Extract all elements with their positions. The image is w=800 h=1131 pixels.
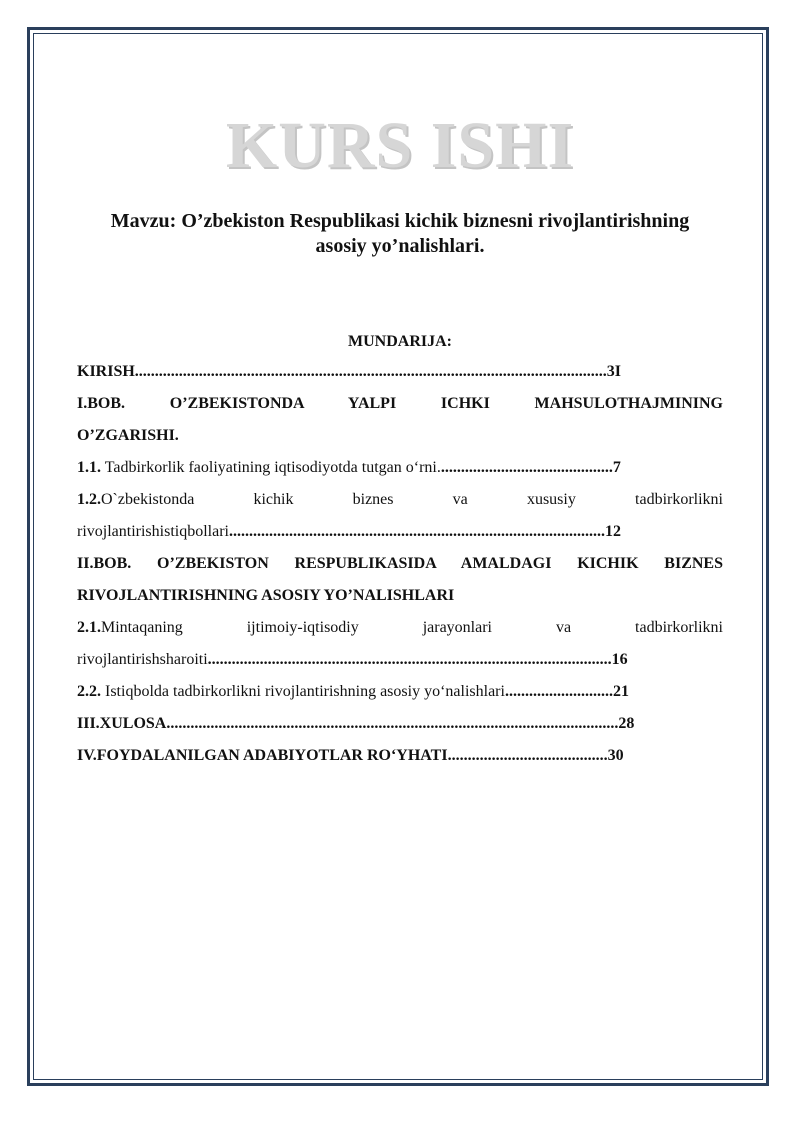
subject-line-1: Mavzu: O’zbekiston Respublikasi kichik biznesni rivojlantirishning xyxy=(110,210,690,232)
toc-entry-2-1 xyxy=(77,612,723,644)
toc-entry-chapter-2-cont: RIVOJLANTIRISHNING ASOSIY YO’NALISHLARI xyxy=(77,587,455,604)
toc-section-number: 1.1. xyxy=(77,459,101,476)
toc-page-number: 21 xyxy=(612,683,629,700)
toc-heading: MUNDARIJA: xyxy=(348,333,452,350)
toc-page-number: 16 xyxy=(611,651,628,668)
toc-entry-chapter-1: I.BOB. O’ZBEKISTONDA YALPI ICHKI MAHSULOTHAJMINING xyxy=(77,395,723,412)
toc-leader-dots: ...................................................................................................................... xyxy=(134,363,607,380)
toc-entry-2-1-cont xyxy=(77,644,723,676)
toc-entry-1-2-cont xyxy=(77,516,723,548)
toc-entry-label: III.XULOSA xyxy=(77,715,167,732)
subject-heading xyxy=(80,209,720,259)
toc-page-number: 7 xyxy=(612,459,621,476)
toc-leader-dots: ..................................................................................................... xyxy=(207,651,612,668)
toc-page-number: 12 xyxy=(604,523,621,540)
toc-leader-dots: ........................................ xyxy=(447,747,608,764)
toc-entry-label: rivojlantirishistiqbollari xyxy=(77,523,229,540)
toc-entry-label: Mintaqaning ijtimoiy-iqtisodiy jarayonlari va tadbirkorlikni xyxy=(101,619,723,636)
toc-page-number: 3I xyxy=(606,363,622,380)
toc-entry-1-1 xyxy=(77,452,723,484)
toc-entry-label: KIRISH xyxy=(77,363,135,380)
toc-leader-dots: ................................................................................................................. xyxy=(166,715,619,732)
toc-entry-label: IV.FOYDALANILGAN ADABIYOTLAR RO‘YHATI xyxy=(77,747,448,764)
toc-page-number: 30 xyxy=(607,747,624,764)
table-of-contents xyxy=(77,328,723,772)
toc-entry-2-2 xyxy=(77,676,723,708)
toc-entry-references xyxy=(77,740,723,772)
toc-entry-conclusion xyxy=(77,708,723,740)
toc-entry-chapter-1-cont: O’ZGARISHI. xyxy=(77,427,179,444)
toc-entry-label: O`zbekistonda kichik biznes va xususiy tadbirkorlikni xyxy=(101,491,723,508)
toc-leader-dots: ........................................... xyxy=(440,459,613,476)
toc-section-number: 2.2. xyxy=(77,683,101,700)
toc-leader-dots: ........................... xyxy=(504,683,613,700)
subject-line-2: asosiy yo’nalishlari. xyxy=(315,235,485,257)
toc-section-number: 2.1. xyxy=(77,619,101,636)
toc-entry-intro xyxy=(77,356,723,388)
toc-entry-chapter-2: II.BOB. O’ZBEKISTON RESPUBLIKASIDA AMALDAGI KICHIK BIZNES xyxy=(77,555,723,572)
toc-entry-1-2 xyxy=(77,484,723,516)
toc-entry-label: rivojlantirishsharoiti xyxy=(77,651,208,668)
document-title: KURS ISHI xyxy=(225,109,575,182)
toc-page-number: 28 xyxy=(618,715,635,732)
toc-section-number: 1.2. xyxy=(77,491,101,508)
toc-leader-dots: .............................................................................................. xyxy=(228,523,605,540)
toc-entry-label: Tadbirkorlik faoliyatining iqtisodiyotda tutgan o‘rni. xyxy=(101,459,441,476)
toc-entry-label: Istiqbolda tadbirkorlikni rivojlantirishning asosiy yo‘nalishlari xyxy=(101,683,505,700)
